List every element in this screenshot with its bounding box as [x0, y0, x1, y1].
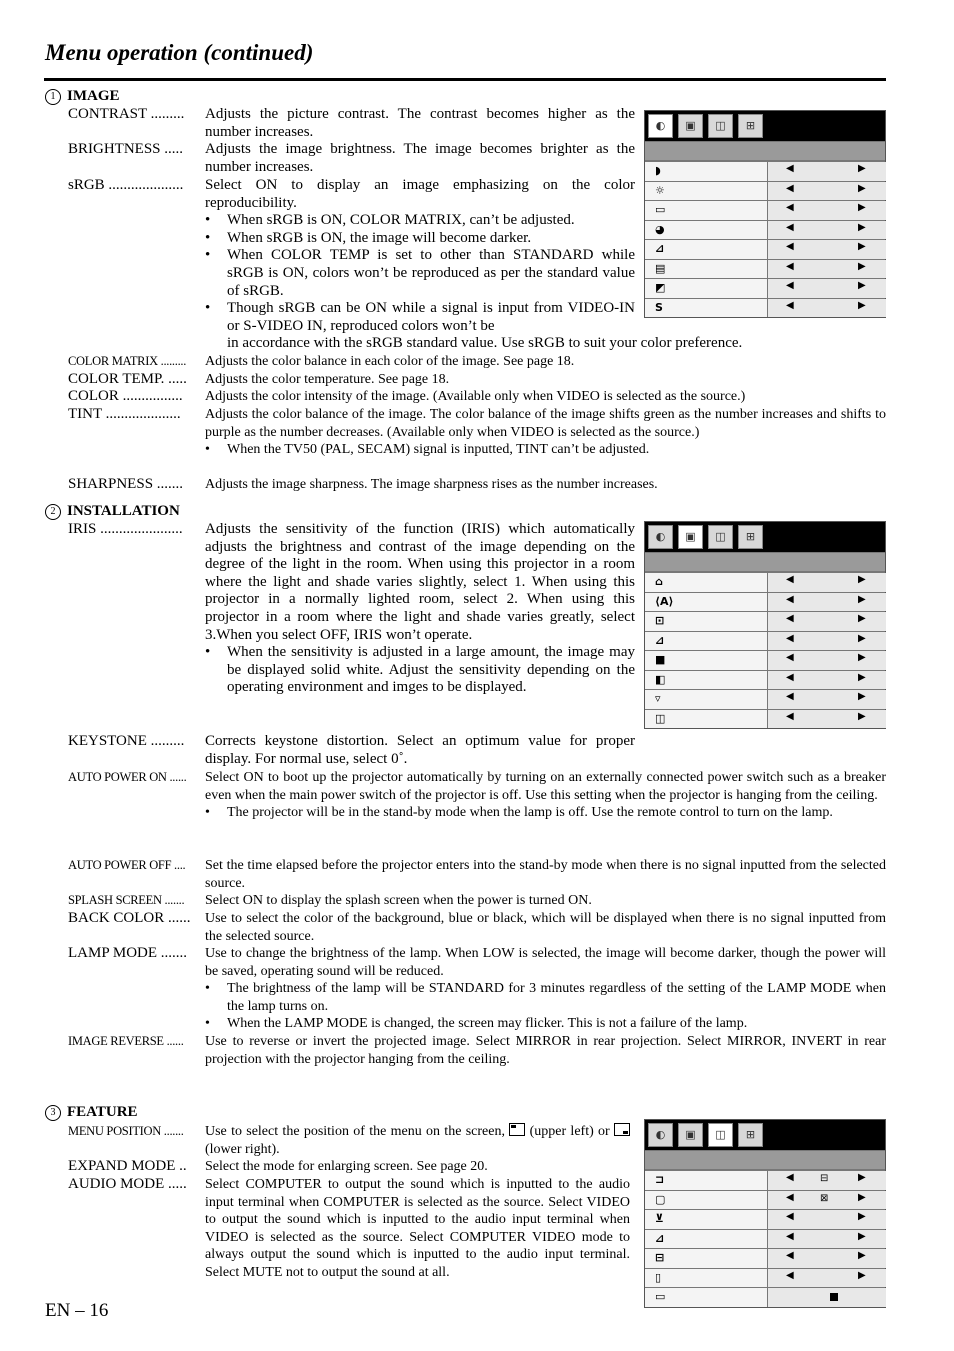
arrow-right-icon[interactable]: ▶	[858, 163, 866, 174]
arrow-left-icon[interactable]: ◀	[786, 182, 794, 194]
arrow-right-icon[interactable]: ▶	[858, 1250, 866, 1261]
term-srgb: sRGB ....................	[68, 177, 184, 193]
menu-tab-bar	[645, 522, 885, 552]
menu-value-cell[interactable]	[767, 690, 886, 709]
arrow-left-icon[interactable]: ◀	[786, 1269, 794, 1281]
term-color-matrix: COLOR MATRIX .........	[68, 354, 187, 368]
menu-value-cell[interactable]	[767, 240, 886, 259]
menu-row-icon: ▤	[655, 261, 666, 275]
bullet: • When the LAMP MODE is changed, the screen may flicker. This is not a failure of the lamp.	[205, 1015, 886, 1033]
arrow-left-icon[interactable]: ◀	[786, 163, 794, 174]
bullet: • The brightness of the lamp will be STANDARD for 3 minutes regardless of the setting of the LAMP MODE when the lamp turns on.	[205, 980, 886, 1015]
section-title: FEATURE	[67, 1104, 138, 1120]
menu-value-cell[interactable]	[767, 299, 886, 318]
def-auto-power-off: Set the time elapsed before the projector enters into the stand-by mode when there is no signal inputted from the selected source.	[205, 858, 886, 891]
def-auto-power-on: Select ON to boot up the projector automatically by turning on an externally connected power switch such as a breaker even when the main power switch of the projector is off. Use this setting when the projector is hanging from the ceiling. • The projector will be in the stand-by mode when the lamp is off. Use the remote control to turn on the lamp.	[205, 769, 886, 822]
menu-row[interactable]	[645, 650, 885, 670]
menu-row-icon: ⊿	[655, 633, 665, 647]
installation-menu-mockup	[644, 521, 886, 729]
menu-value-icon: ⊠	[820, 1192, 829, 1204]
arrow-left-icon[interactable]: ◀	[786, 574, 794, 585]
installation-tab-icon: ▣	[678, 525, 703, 549]
arrow-right-icon[interactable]: ▶	[858, 593, 866, 605]
arrow-left-icon[interactable]: ◀	[786, 1191, 794, 1203]
menu-row-icon: ⊡	[655, 614, 665, 627]
menu-row-icon: ▭	[655, 203, 666, 216]
title-rule	[44, 78, 886, 81]
def-image-reverse: Use to reverse or invert the projected image. Select MIRROR in rear projection. Select MIRROR, INVERT in rear projection with the projector hanging from the ceiling.	[205, 1034, 886, 1067]
bullet: • When sRGB is ON, COLOR MATRIX, can’t be adjusted.	[205, 212, 635, 230]
arrow-right-icon[interactable]: ▶	[858, 613, 866, 624]
menu-row[interactable]	[645, 181, 885, 201]
arrow-left-icon[interactable]: ◀	[786, 260, 794, 272]
installation-tab-icon: ▣	[678, 114, 703, 138]
image-tab-icon: ◐	[648, 525, 673, 549]
menu-value-cell[interactable]	[767, 573, 886, 592]
arrow-left-icon[interactable]: ◀	[786, 280, 794, 291]
menu-row[interactable]	[645, 689, 885, 709]
arrow-right-icon[interactable]: ▶	[858, 1211, 866, 1222]
term-splash-screen: SPLASH SCREEN .......	[68, 893, 185, 907]
menu-value-cell[interactable]	[767, 651, 886, 670]
term-iris: IRIS ......................	[68, 521, 183, 537]
arrow-right-icon[interactable]: ▶	[858, 202, 866, 213]
menu-tab-bar	[645, 111, 885, 141]
section-image-heading	[45, 88, 120, 105]
menu-value-cell[interactable]	[767, 1191, 886, 1210]
menu-row-icon: ■	[655, 653, 666, 666]
menu-row-icon: ▯	[655, 1270, 662, 1284]
arrow-left-icon[interactable]: ◀	[786, 1250, 794, 1261]
term-keystone: KEYSTONE .........	[68, 733, 185, 749]
bullet: • When sRGB is ON, the image will become darker.	[205, 230, 635, 248]
term-back-color: BACK COLOR ......	[68, 910, 191, 926]
arrow-right-icon[interactable]: ▶	[858, 299, 866, 311]
menu-row[interactable]	[645, 611, 885, 631]
section-number: 3	[45, 1105, 61, 1121]
term-sharpness: SHARPNESS .......	[68, 476, 184, 492]
menu-value-cell[interactable]	[767, 260, 886, 279]
menu-row[interactable]	[645, 572, 885, 592]
menu-row[interactable]	[645, 670, 885, 690]
menu-value-cell[interactable]	[767, 201, 886, 220]
arrow-left-icon[interactable]: ◀	[786, 221, 794, 233]
menu-row-icon: ⟨A⟩	[655, 594, 674, 608]
arrow-right-icon[interactable]: ▶	[858, 671, 866, 683]
menu-row[interactable]	[645, 259, 885, 279]
section-feature-heading	[45, 1104, 138, 1121]
menu-row-icon: ⊟	[655, 1251, 665, 1264]
arrow-left-icon[interactable]: ◀	[786, 241, 794, 252]
image-tab-icon: ◐	[648, 114, 673, 138]
term-expand-mode: EXPAND MODE ..	[68, 1158, 187, 1174]
term-color-temp: COLOR TEMP. .....	[68, 371, 187, 387]
feature-menu-mockup	[644, 1119, 886, 1308]
section-installation-heading	[45, 503, 180, 520]
menu-row-icon: ◧	[655, 672, 666, 686]
section-title: IMAGE	[67, 88, 120, 104]
menu-value-cell[interactable]	[767, 162, 886, 181]
arrow-right-icon[interactable]: ▶	[858, 1172, 866, 1183]
page-number: EN – 16	[45, 1300, 109, 1321]
arrow-left-icon[interactable]: ◀	[786, 691, 794, 702]
menu-row-icon: ⊻	[655, 1212, 664, 1225]
feature-tab-icon: ◫	[708, 114, 733, 138]
menu-row-icon: ◗	[655, 164, 661, 177]
menu-row[interactable]	[645, 592, 885, 612]
arrow-right-icon[interactable]: ▶	[858, 221, 866, 233]
arrow-right-icon[interactable]: ▶	[858, 632, 866, 644]
image-menu-mockup	[644, 110, 886, 318]
arrow-right-icon[interactable]: ▶	[858, 652, 866, 663]
def-color-temp: Adjusts the color temperature. See page 18.	[205, 372, 450, 387]
arrow-right-icon[interactable]: ▶	[858, 574, 866, 585]
menu-tab-bar	[645, 1120, 885, 1150]
menu-row-icon: ▭	[655, 1290, 666, 1303]
arrow-left-icon[interactable]: ◀	[786, 613, 794, 624]
menu-row[interactable]	[645, 1229, 885, 1249]
arrow-left-icon[interactable]: ◀	[786, 632, 794, 644]
menu-title-bar	[645, 1150, 885, 1170]
def-splash-screen: Select ON to display the splash screen when the power is turned ON.	[205, 893, 592, 908]
arrow-right-icon[interactable]: ▶	[858, 1269, 866, 1281]
def-iris: Adjusts the sensitivity of the function (IRIS) which automatically adjusts the brightness and contrast of the image depending on the degree of the light in the room. When using this projector in a room where the light and shade varies slightly, select 1. When using this projector in a normally lighted room, select 2. When using this projector in a room where the light and shade varies greatly, select 3.When you select OFF, IRIS won’t operate. • When the sensitivity is adjusted in a large amount, the image may be displayed solid white. Adjust the sensitivity depending on the operating environment and imges to be displayed.	[205, 521, 635, 697]
menu-row[interactable]	[645, 278, 885, 298]
menu-value-cell[interactable]	[767, 1230, 886, 1249]
arrow-left-icon[interactable]: ◀	[786, 1172, 794, 1183]
arrow-left-icon[interactable]: ◀	[786, 299, 794, 311]
term-tint: TINT ....................	[68, 406, 181, 422]
arrow-left-icon[interactable]: ◀	[786, 671, 794, 683]
menu-row[interactable]	[645, 709, 885, 729]
menu-value-cell[interactable]	[767, 279, 886, 298]
bullet: • When COLOR TEMP is set to other than STANDARD while sRGB is ON, colors won’t be reproduced as per the standard value of sRGB.	[205, 247, 635, 300]
section-number: 2	[45, 504, 61, 520]
arrow-left-icon[interactable]: ◀	[786, 202, 794, 213]
menu-row[interactable]	[645, 200, 885, 220]
def-color: Adjusts the color intensity of the image. (Available only when VIDEO is selected as the source.)	[205, 389, 746, 404]
def-menu-position: Use to select the position of the menu on the screen, (upper left) or (lower right).	[205, 1123, 630, 1158]
term-auto-power-on: AUTO POWER ON ......	[68, 770, 187, 784]
menu-row-icon: ◕	[655, 222, 665, 236]
menu-row-icon: ⊐	[655, 1173, 665, 1186]
menu-value-cell[interactable]	[767, 593, 886, 612]
menu-value-cell[interactable]	[767, 1249, 886, 1268]
menu-row-icon: S	[655, 300, 663, 314]
menu-value-cell[interactable]	[767, 1269, 886, 1288]
menu-row-icon: ⌂	[655, 575, 663, 588]
arrow-right-icon[interactable]: ▶	[858, 241, 866, 252]
def-lamp-mode: Use to change the brightness of the lamp. When LOW is selected, the image will become darker, though the power will be saved, operating sound will be reduced. • The brightness of the lamp will be STANDARD for 3 minutes regardless of the setting of the LAMP MODE when the lamp turns on. • When the LAMP MODE is changed, the screen may flicker. This is not a failure of the lamp.	[205, 945, 886, 1033]
menu-row-icon: ⊿	[655, 1231, 665, 1245]
term-color: COLOR ................	[68, 388, 183, 404]
menu-row[interactable]	[645, 1170, 885, 1190]
menu-row-icon: ☼	[655, 183, 665, 197]
def-contrast: Adjusts the picture contrast. The contrast becomes higher as the number increases.	[205, 106, 635, 140]
menu-value-cell[interactable]	[767, 612, 886, 631]
arrow-right-icon[interactable]: ▶	[858, 280, 866, 291]
term-audio-mode: AUDIO MODE .....	[68, 1176, 187, 1192]
arrow-left-icon[interactable]: ◀	[786, 710, 794, 722]
menu-row[interactable]	[645, 239, 885, 259]
menu-value-cell[interactable]	[767, 1210, 886, 1229]
arrow-left-icon[interactable]: ◀	[786, 1230, 794, 1242]
menu-value-cell[interactable]	[767, 182, 886, 201]
section-title: INSTALLATION	[67, 503, 180, 519]
menu-row[interactable]	[645, 1287, 885, 1307]
arrow-right-icon[interactable]: ▶	[858, 1191, 866, 1203]
def-keystone: Corrects keystone distortion. Select an optimum value for proper display. For normal use, select 0˚.	[205, 733, 635, 767]
bullet: • When the sensitivity is adjusted in a large amount, the image may be displayed solid white. Adjust the sensitivity depending on the operating environment and imges to be displayed.	[205, 644, 635, 697]
bullet: • The projector will be in the stand-by mode when the lamp is off. Use the remote control to turn on the lamp.	[205, 804, 886, 822]
signal-tab-icon: ⊞	[738, 525, 763, 549]
arrow-right-icon[interactable]: ▶	[858, 1230, 866, 1242]
term-brightness: BRIGHTNESS .....	[68, 141, 184, 157]
arrow-right-icon[interactable]: ▶	[858, 710, 866, 722]
menu-value-icon: ⊟	[820, 1173, 829, 1184]
def-expand-mode: Select the mode for enlarging screen. See page 20.	[205, 1159, 488, 1174]
signal-tab-icon: ⊞	[738, 114, 763, 138]
menu-row[interactable]	[645, 1190, 885, 1210]
menu-row[interactable]	[645, 631, 885, 651]
term-image-reverse: IMAGE REVERSE ......	[68, 1034, 184, 1048]
image-tab-icon: ◐	[648, 1123, 673, 1147]
def-srgb-cont: in accordance with the sRGB standard value. Use sRGB to suit your color preference.	[227, 335, 743, 351]
bullet: • Though sRGB can be ON while a signal is input from VIDEO-IN or S-VIDEO IN, reproduced colors won’t be	[205, 300, 635, 335]
menu-title-bar	[645, 552, 885, 572]
lower-right-position-icon	[614, 1123, 630, 1136]
menu-row-icon: ◫	[655, 711, 666, 725]
menu-value-cell[interactable]	[767, 1288, 886, 1307]
menu-row-icon: ▿	[655, 692, 661, 705]
menu-value-cell[interactable]	[767, 1171, 886, 1190]
menu-value-cell[interactable]	[767, 632, 886, 651]
menu-row-icon: ▢	[655, 1192, 666, 1206]
menu-row[interactable]	[645, 220, 885, 240]
def-sharpness: Adjusts the image sharpness. The image sharpness rises as the number increases.	[205, 477, 658, 492]
menu-value-cell[interactable]	[767, 710, 886, 729]
def-srgb: Select ON to display an image emphasizing on the color reproducibility. • When sRGB is ON, COLOR MATRIX, can’t be adjusted. • When sRGB is ON, the image will become darker. • When COLOR TEMP is set to other than STANDARD while sRGB is ON, colors won’t be reproduced as per the standard value of sRGB. • Though sRGB can be ON while a signal is input from VIDEO-IN or S-VIDEO IN, reproduced colors won’t be	[205, 177, 635, 335]
menu-row[interactable]	[645, 1268, 885, 1288]
term-contrast: CONTRAST .........	[68, 106, 185, 122]
menu-row-icon: ◩	[655, 281, 666, 294]
feature-tab-icon: ◫	[708, 525, 733, 549]
upper-left-position-icon	[509, 1123, 525, 1136]
arrow-right-icon[interactable]: ▶	[858, 691, 866, 702]
bullet: • When the TV50 (PAL, SECAM) signal is inputted, TINT can’t be adjusted.	[205, 441, 886, 459]
signal-tab-icon: ⊞	[738, 1123, 763, 1147]
def-audio-mode: Select COMPUTER to output the sound which is inputted to the audio input terminal when COMPUTER is selected as the source. Select VIDEO to output the sound which is inputted to the audio input terminal when VIDEO is selected as the source. Select COMPUTER VIDEO mode to always output the sound which is inputted to the audio input terminal. Select MUTE not to output the sound at all.	[205, 1177, 630, 1280]
menu-value-cell[interactable]	[767, 671, 886, 690]
term-auto-power-off: AUTO POWER OFF ....	[68, 858, 186, 872]
arrow-left-icon[interactable]: ◀	[786, 652, 794, 663]
def-back-color: Use to select the color of the background, blue or black, which will be displayed when there is no signal inputted from the selected source.	[205, 911, 886, 944]
arrow-left-icon[interactable]: ◀	[786, 1211, 794, 1222]
menu-row[interactable]	[645, 1248, 885, 1268]
term-lamp-mode: LAMP MODE .......	[68, 945, 188, 961]
arrow-left-icon[interactable]: ◀	[786, 593, 794, 605]
feature-tab-icon: ◫	[708, 1123, 733, 1147]
def-color-matrix: Adjusts the color balance in each color of the image. See page 18.	[205, 354, 575, 369]
menu-row[interactable]	[645, 161, 885, 181]
term-menu-position: MENU POSITION .......	[68, 1124, 184, 1138]
enter-icon[interactable]	[830, 1293, 838, 1301]
def-tint: Adjusts the color balance of the image. The color balance of the image shifts green as the number increases and shifts to purple as the number decreases. (Available only when VIDEO is selected as the source.) • When the TV50 (PAL, SECAM) signal is inputted, TINT can’t be adjusted.	[205, 406, 886, 459]
arrow-right-icon[interactable]: ▶	[858, 260, 866, 272]
menu-row[interactable]	[645, 1209, 885, 1229]
menu-title-bar	[645, 141, 885, 161]
menu-row-icon: ⊿	[655, 242, 665, 255]
def-brightness: Adjusts the image brightness. The image becomes brighter as the number increases.	[205, 141, 635, 175]
arrow-right-icon[interactable]: ▶	[858, 182, 866, 194]
installation-tab-icon: ▣	[678, 1123, 703, 1147]
page-title: Menu operation (continued)	[45, 40, 314, 65]
menu-row[interactable]	[645, 298, 885, 318]
menu-value-cell[interactable]	[767, 221, 886, 240]
section-number: 1	[45, 89, 61, 105]
